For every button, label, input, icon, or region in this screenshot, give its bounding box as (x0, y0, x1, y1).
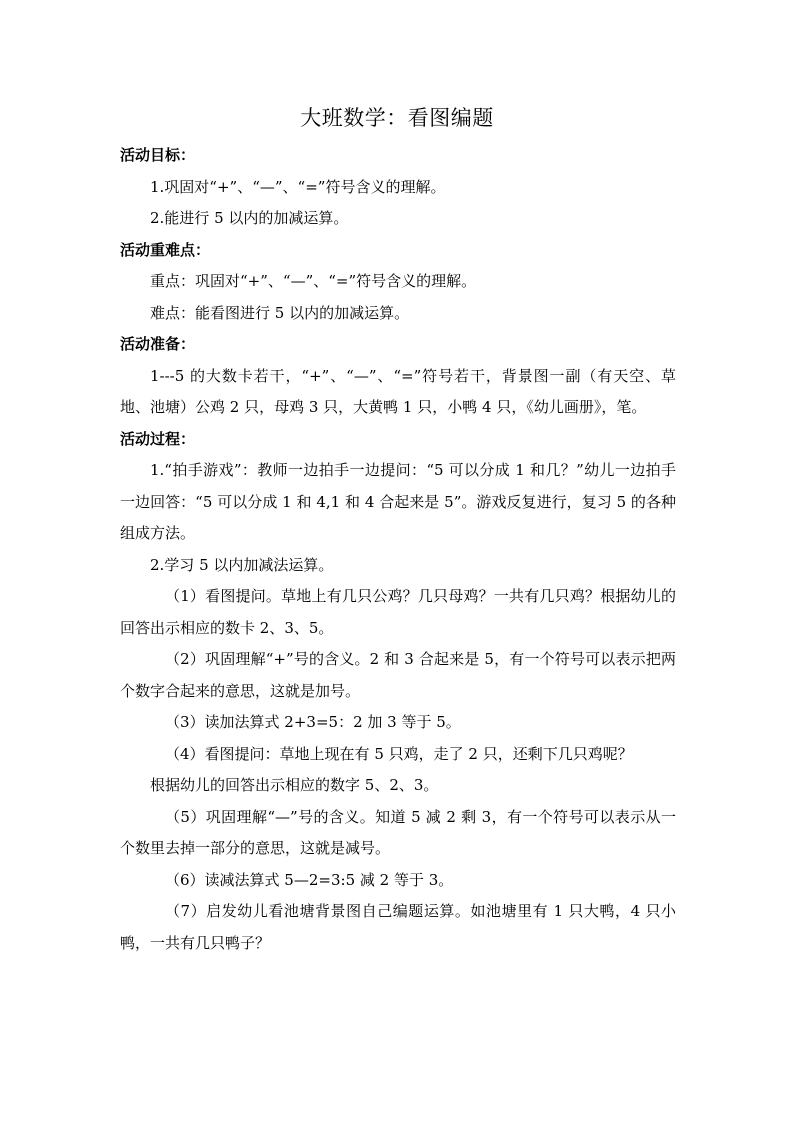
process-sub-step: （5）巩固理解“—”号的含义。知道 5 减 2 剩 3，有一个符号可以表示从一个数里去掉一部分的意思，这就是减号。 (120, 807, 676, 857)
key-point-item: 重点：巩固对“+”、“—”、“=”符号含义的理解。 (150, 272, 477, 290)
process-sub-step: （3）读加法算式 2+3=5：2 加 3 等于 5。 (165, 713, 461, 731)
process-heading: 活动过程： (120, 429, 196, 448)
preparation-text: 1---5 的大数卡若干，“+”、“—”、“=”符号若干，背景图一副（有天空、草地、池塘）公鸡 2 只，母鸡 3 只，大黄鸭 1 只，小鸭 4 只，《幼儿画册》，笔。 (120, 366, 676, 416)
process-step-2: 2.学习 5 以内加减法运算。 (150, 555, 334, 574)
process-sub-step: （7）启发幼儿看池塘背景图自己编题运算。如池塘里有 1 只大鸭，4 只小鸭，一共有几只鸭子？ (120, 902, 676, 952)
process-sub-step: （4）看图提问：草地上现在有 5 只鸡，走了 2 只，还剩下几只鸡呢？ (165, 744, 633, 763)
process-step-1: 1.“拍手游戏”：教师一边拍手一边提问：“5 可以分成 1 和几？”幼儿一边拍手一边回答：“5 可以分成 1 和 4,1 和 4 合起来是 5”。游戏反复进行，复习 5 的各种组成方法。 (120, 461, 676, 542)
key-points-heading: 活动重难点： (120, 240, 211, 259)
process-sub-step: （6）读减法算式 5—2=3:5 减 2 等于 3。 (165, 870, 454, 889)
goal-item: 1.巩固对“+”、“—”、“=”符号含义的理解。 (150, 177, 446, 196)
key-point-item: 难点：能看图进行 5 以内的加减运算。 (150, 303, 410, 322)
process-sub-step: 根据幼儿的回答出示相应的数字 5、2、3。 (150, 776, 439, 794)
goal-item: 2.能进行 5 以内的加减运算。 (150, 209, 349, 227)
page-title: 大班数学：看图编题 (300, 106, 494, 130)
preparation-heading: 活动准备： (120, 335, 196, 353)
goals-heading: 活动目标： (120, 146, 196, 164)
process-sub-step: （2）巩固理解“+”号的含义。2 和 3 合起来是 5，有一个符号可以表示把两个数字合起来的意思，这就是加号。 (120, 650, 676, 700)
document-body (120, 140, 676, 959)
process-sub-step: （1）看图提问。草地上有几只公鸡？几只母鸡？一共有几只鸡？根据幼儿的回答出示相应的数卡 2、3、5。 (120, 587, 676, 637)
